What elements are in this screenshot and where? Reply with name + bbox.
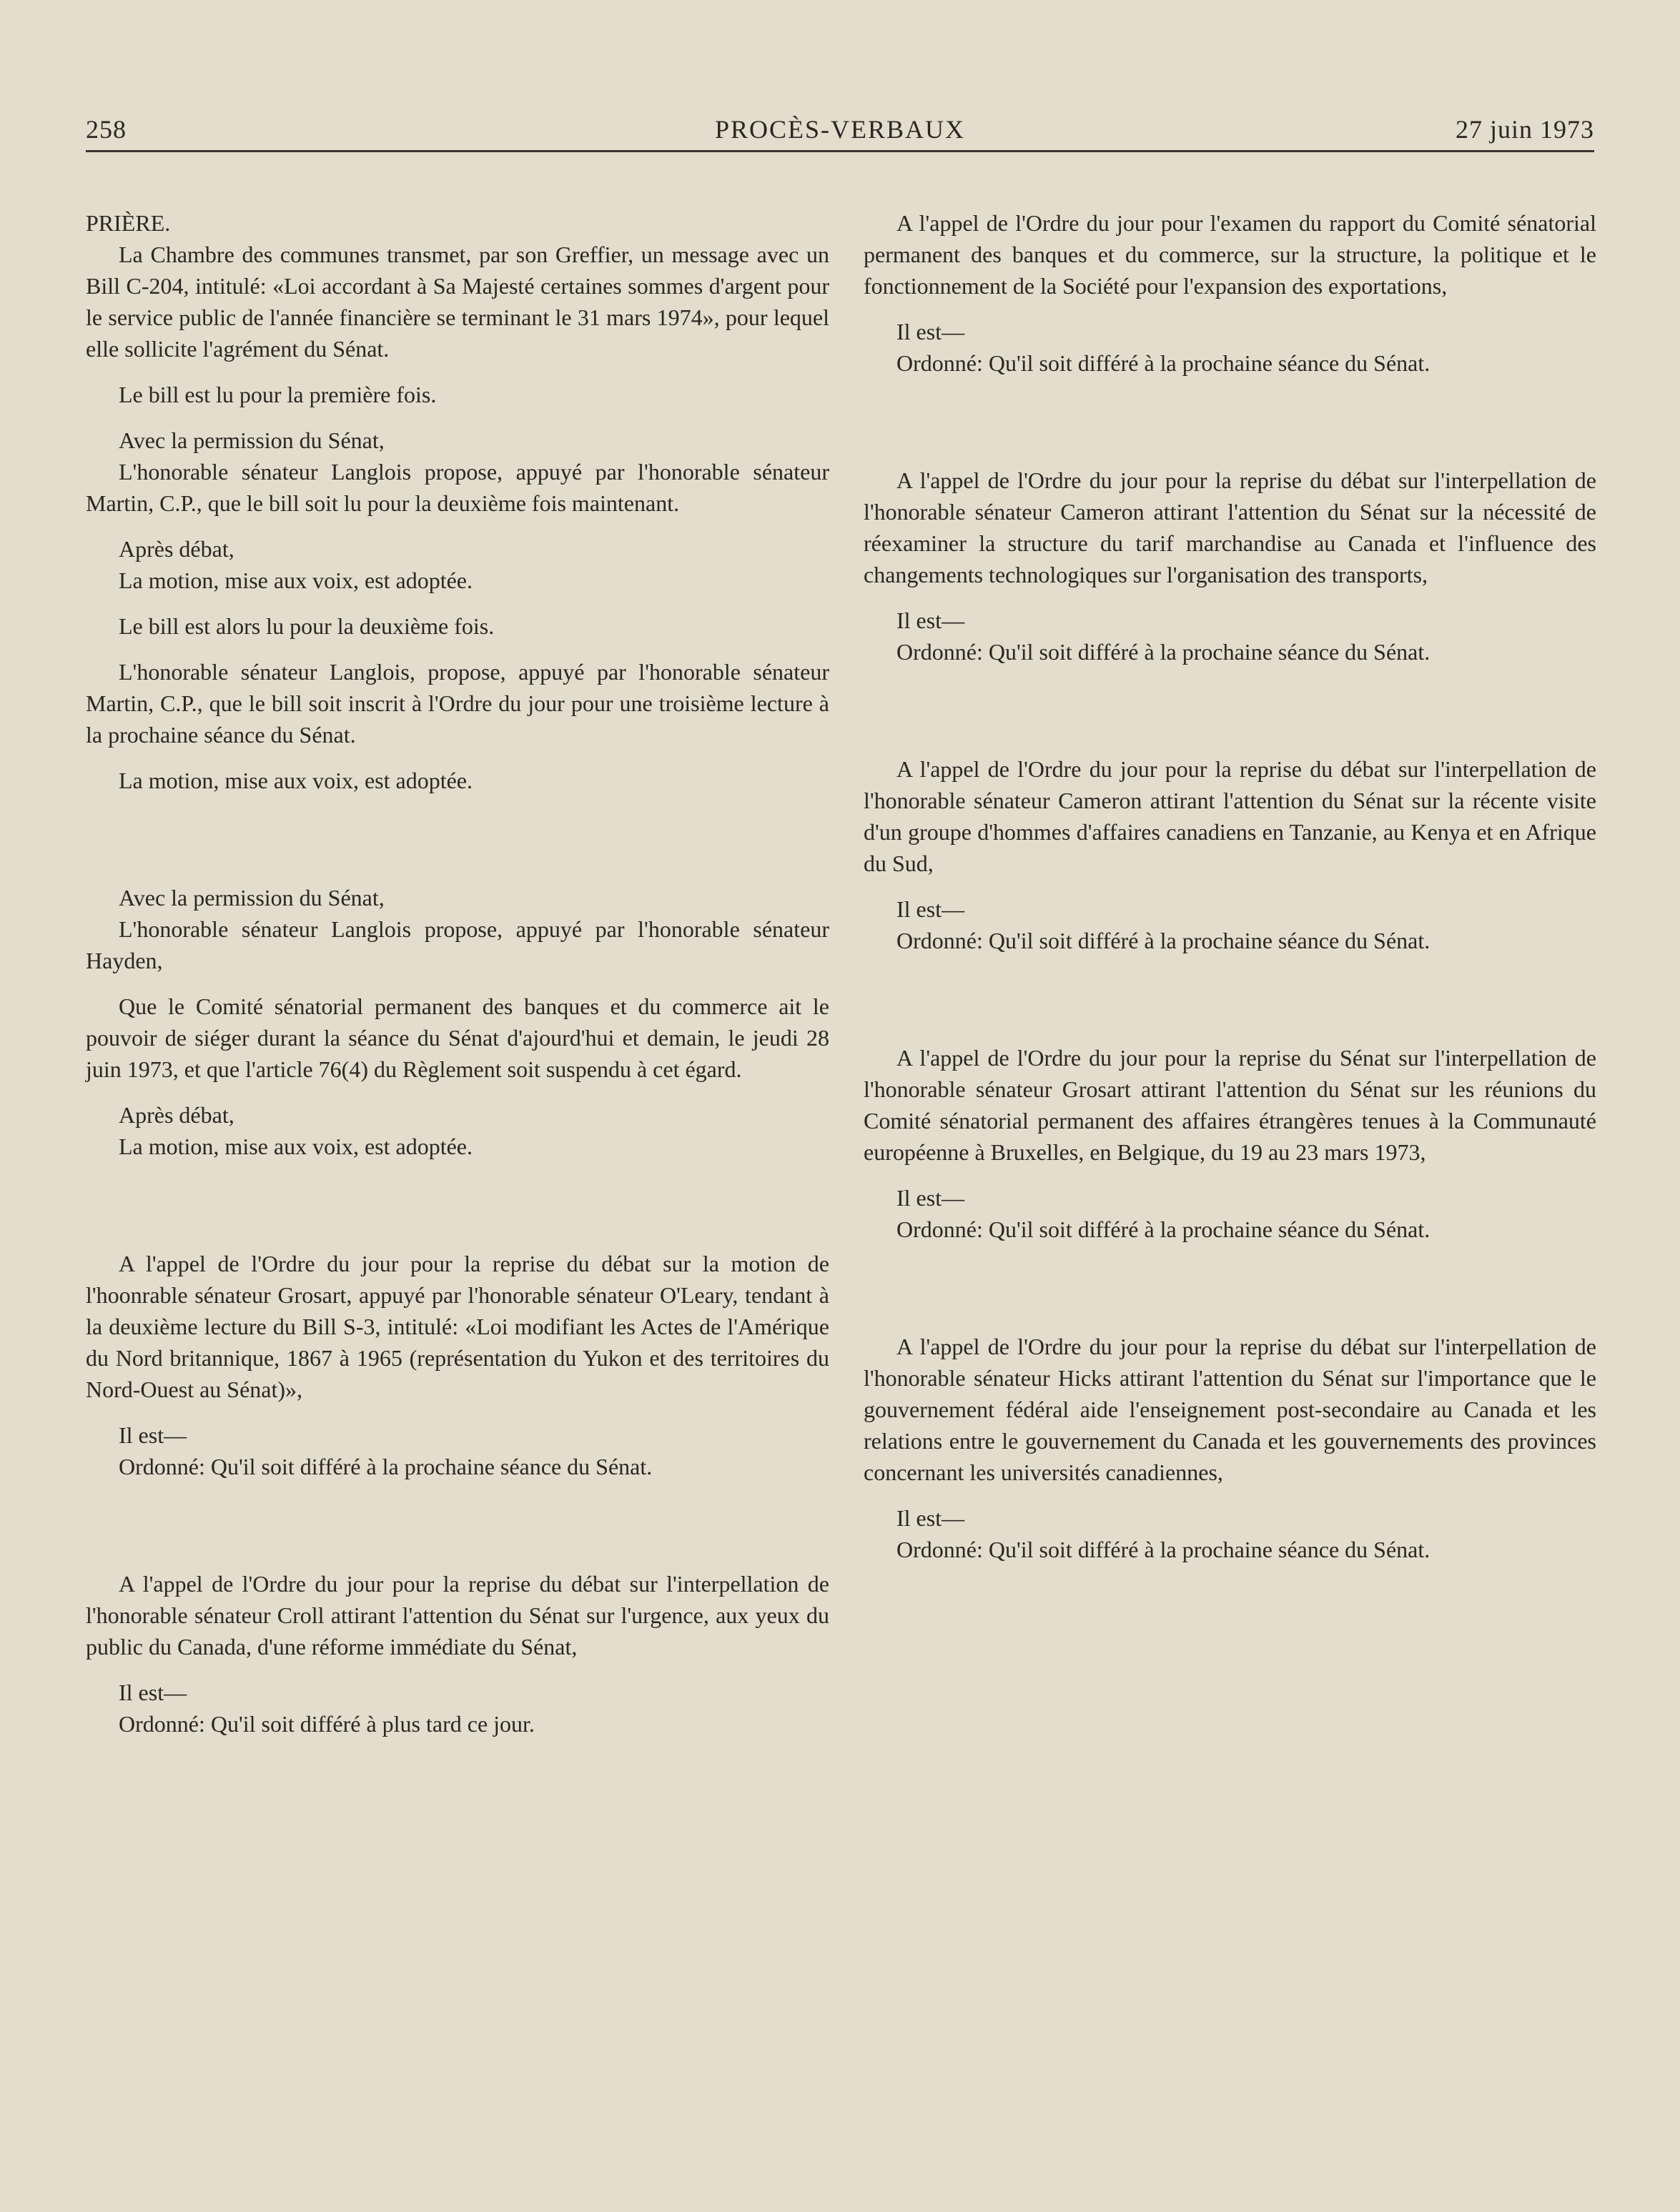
paragraph: L'honorable sénateur Langlois, propose, appuyé par l'honorable sénateur Martin, C.P., que le bill soit inscrit à l'Ordre du jour pour une troisième lecture à la prochaine séance du Sénat.	[86, 659, 829, 748]
paragraph: Avec la permission du Sénat,	[119, 885, 385, 911]
page-header	[86, 107, 1594, 147]
paragraph: Il est—	[896, 319, 965, 344]
paragraph: Il est—	[119, 1680, 187, 1705]
paragraph: La motion, mise aux voix, est adoptée.	[119, 768, 473, 793]
paragraph: Il est—	[896, 896, 965, 922]
order-line: Ordonné: Qu'il soit différé à la prochaine séance du Sénat.	[896, 1537, 1431, 1562]
paragraph: A l'appel de l'Ordre du jour pour la reprise du débat sur l'interpellation de l'honorable sénateur Cameron attirant l'attention du Sénat sur la récente visite d'un groupe d'hommes d'affaires canadiens en Tanzanie, au Kenya et en Afrique du Sud,	[864, 756, 1596, 876]
order-line: Ordonné: Qu'il soit différé à la prochaine séance du Sénat.	[896, 1216, 1431, 1242]
paragraph: Il est—	[119, 1422, 187, 1448]
paragraph: A l'appel de l'Ordre du jour pour la reprise du débat sur l'interpellation de l'honorable sénateur Croll attirant l'attention du Sénat sur l'urgence, aux yeux du public du Canada, d'une réforme immédiate du Sénat,	[86, 1571, 829, 1660]
paragraph: A l'appel de l'Ordre du jour pour la reprise du débat sur l'interpellation de l'honorable sénateur Cameron attirant l'attention du Sénat sur la nécessité de réexaminer la structure du tarif marchandise au Canada et l'influence des changements technologiques sur l'organisation des transports,	[864, 467, 1596, 587]
order-text: Ordonné: Qu'il soit différé à la prochaine séance du Sénat.	[119, 1454, 653, 1479]
paragraph: L'honorable sénateur Langlois propose, appuyé par l'honorable sénateur Martin, C.P., que le bill soit lu pour la deuxième fois maintenant.	[86, 459, 829, 516]
paragraph: A l'appel de l'Ordre du jour pour la reprise du débat sur l'interpellation de l'honorable sénateur Hicks attirant l'attention du Sénat sur l'importance que le gouvernement fédéral aide l'enseignement post-secondaire au Canada et les relations entre le gouvernement du Canada et les gouvernements des provinces concernant les universités canadiennes,	[864, 1334, 1596, 1485]
order-line	[86, 1451, 829, 1482]
order-line: Ordonné: Qu'il soit différé à la prochaine séance du Sénat.	[896, 639, 1431, 665]
paragraph: Avec la permission du Sénat,	[119, 427, 385, 453]
paragraph: A l'appel de l'Ordre du jour pour la reprise du Sénat sur l'interpellation de l'honorable sénateur Grosart attirant l'attention du Sénat sur les réunions du Comité sénatorial permanent des affaires étrangères tenues à la Communauté européenne à Bruxelles, en Belgique, du 19 au 23 mars 1973,	[864, 1045, 1596, 1165]
paragraph: Après débat,	[119, 536, 234, 562]
order-line: Ordonné: Qu'il soit différé à la prochaine séance du Sénat.	[896, 928, 1431, 953]
paragraph: A l'appel de l'Ordre du jour pour la reprise du débat sur la motion de l'hoonrable sénateur Grosart, appuyé par l'honorable sénateur O'Leary, tendant à la deuxième lecture du Bill S-3, intitulé: «Loi modifiant les Actes de l'Amérique du Nord britannique, 1867 à 1965 (représentation du Yukon et des territoires du Nord-Ouest au Sénat)»,	[86, 1251, 829, 1402]
paragraph: Le bill est lu pour la première fois.	[119, 382, 437, 407]
paragraph: Il est—	[896, 1505, 965, 1531]
paragraph: Que le Comité sénatorial permanent des banques et du commerce ait le pouvoir de siéger durant la séance du Sénat d'ajourd'hui et demain, le jeudi 28 juin 1973, et que l'article 76(4) du Règlement soit suspendu à cet égard.	[86, 993, 829, 1082]
page-date: 27 juin 1973	[1455, 115, 1594, 144]
paragraph: La motion, mise aux voix, est adoptée.	[119, 567, 473, 593]
paragraph: La Chambre des communes transmet, par son Greffier, un message avec un Bill C-204, intitulé: «Loi accordant à Sa Majesté certaines sommes d'argent pour le service public de l'année financière se terminant le 31 mars 1974», pour lequel elle sollicite l'agrément du Sénat.	[86, 242, 829, 362]
page-title: PROCÈS-VERBAUX	[714, 115, 966, 144]
paragraph: Après débat,	[119, 1102, 234, 1128]
paragraph: L'honorable sénateur Langlois propose, appuyé par l'honorable sénateur Hayden,	[86, 916, 829, 973]
paragraph: A l'appel de l'Ordre du jour pour l'examen du rapport du Comité sénatorial permanent des banques et du commerce, sur la structure, la politique et le fonctionnement de la Société pour l'expansion des exportations,	[864, 210, 1596, 299]
order-line: Ordonné: Qu'il soit différé à plus tard ce jour.	[119, 1711, 535, 1737]
paragraph: Le bill est alors lu pour la deuxième fois.	[119, 613, 495, 639]
section-heading: PRIÈRE.	[86, 210, 171, 236]
page-number: 258	[86, 115, 127, 144]
paragraph: Il est—	[896, 1185, 965, 1211]
paragraph: Il est—	[896, 607, 965, 633]
header-rule	[86, 150, 1594, 152]
order-line: Ordonné: Qu'il soit différé à la prochaine séance du Sénat.	[896, 350, 1431, 376]
right-column	[864, 207, 1596, 1565]
left-column	[86, 207, 829, 1740]
paragraph: La motion, mise aux voix, est adoptée.	[119, 1134, 473, 1159]
